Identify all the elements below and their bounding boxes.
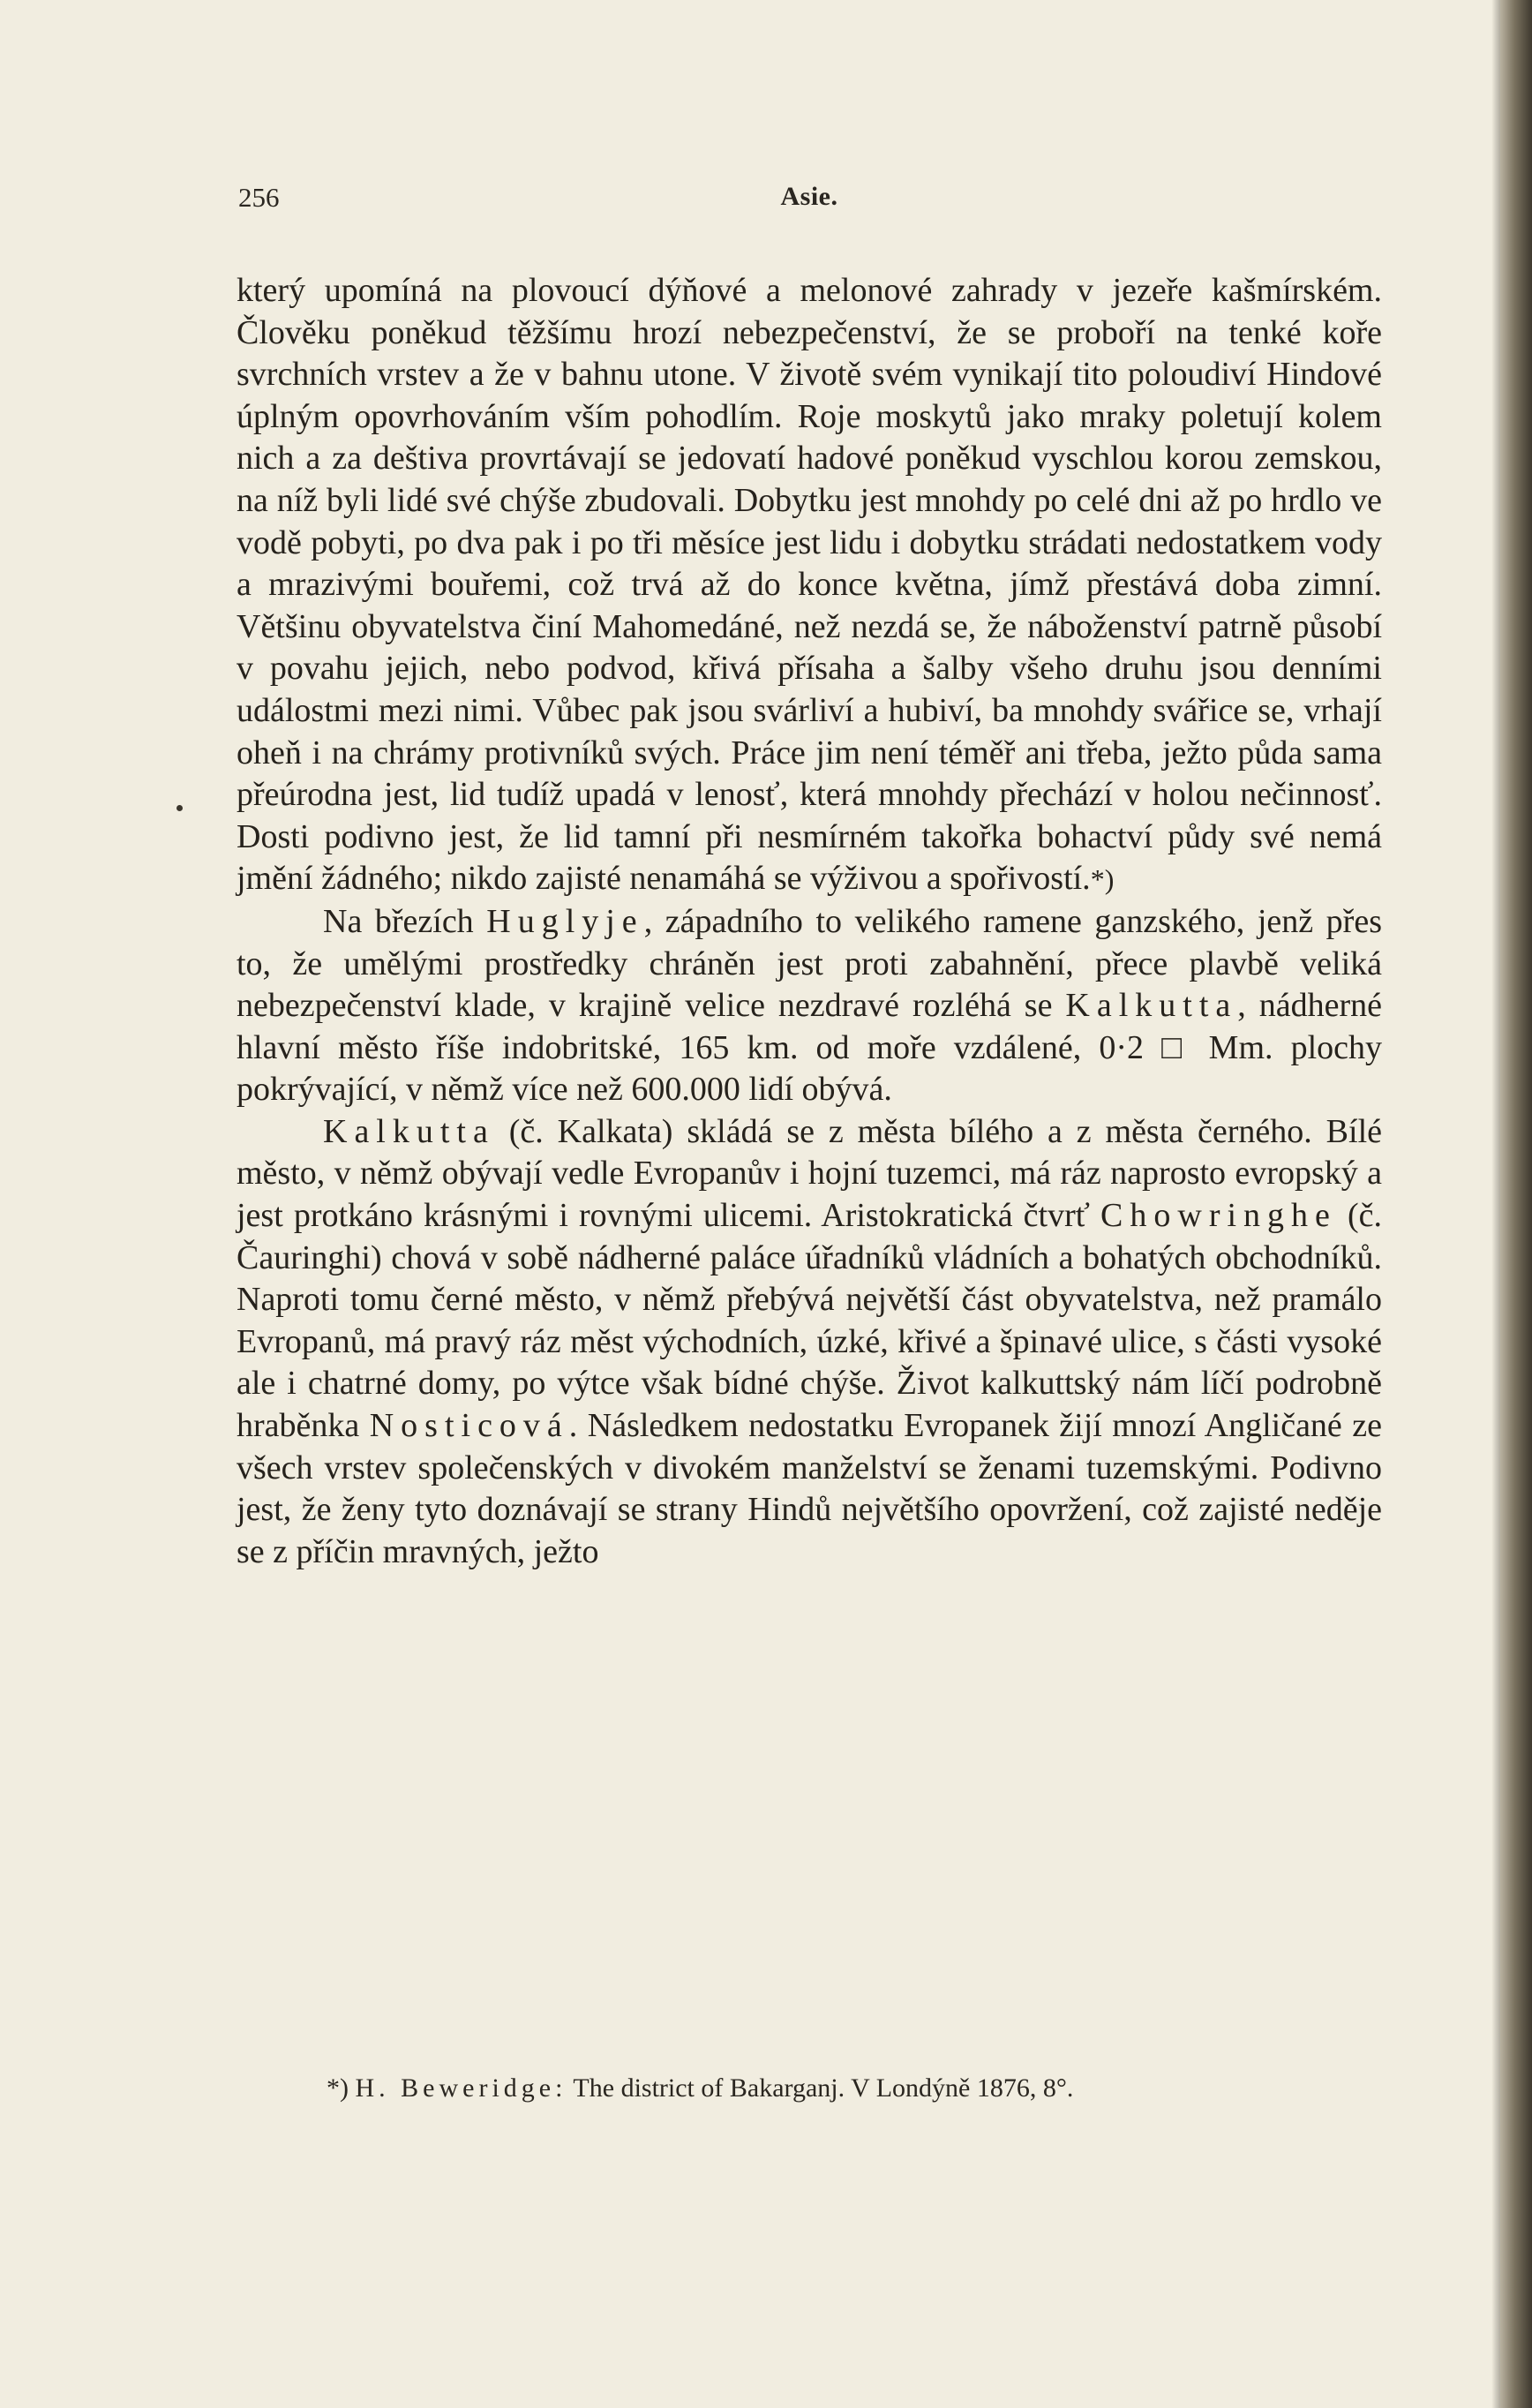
page-number: 256: [238, 182, 280, 213]
margin-mark: [176, 805, 183, 811]
binding-shadow: [1491, 0, 1500, 2408]
paragraph-text: (č. Čauringhi) chová v sobě nádherné paláce úřadníků vládních a bohatých obchodníků. Naproti tomu černé město, v němž přebývá největší část obyvatelstva, než pramálo Evropanů, má pravý ráz měst východních, úzké, křivé a špinavé ulice, s části vysoké ale i chatrné domy, po výtce však bídné chýše. Život kalkuttský nám líčí podrobně hraběnka: [237, 1197, 1382, 1445]
book-binding: [1500, 0, 1532, 2408]
spaced-name: Kalkutta: [1065, 987, 1238, 1025]
paragraph-text: (č. Kalkata) skládá se z města bílého a z města černého. Bílé město, v němž obývají vedle Evropanův i hojní tuzemci, má ráz naprosto evropský a jest protkáno krásnými i rovnými ulicemi. Aristokratická čtvrť: [237, 1112, 1382, 1235]
paragraph: [237, 901, 1382, 1111]
paragraph-text: , nádherné hlavní město říše indobritské, 165 km. od moře vzdálené, 0·2 □ Mm. plochy pokrývající, v němž více než 600.000 lidí obývá.: [237, 987, 1382, 1109]
paragraph-text: který upomíná na plovoucí dýňové a melonové zahrady v jezeře kašmírském. Člověku poněkud těžšímu hrozí nebezpečenství, že se proboří na tenké kořе svrchních vrstev a že v bahnu utone. V životě svém vynikají tito poloudiví Hindové úplným opovrhováním vším pohodlím. Roje moskytů jako mraky poletují kolem nich a za deštiva provrtávají se jedovatí hadové poněkud vyschlou korou zemskou, na níž byli lidé své chýše zbudovali. Dobytku jest mnohdy po celé dni až po hrdlo ve vodě pobyti, po dva pak i po tři měsíce jest lidu i dobytku strádati nedostatkem vody a mrazivými bouřemi, což trvá až do konce května, jímž přestává doba zimní. Většinu obyvatelstva činí Mahomedáné, než nezdá se, že náboženství patrně působí v povahu jejich, nebo podvod, křivá přísaha a šalby všeho druhu jsou denními událostmi mezi nimi. Vůbec pak jsou svárliví a hubiví, ba mnohdy svářice se, vrhají oheň i na chrámy protivníků svých. Práce jim není téměř ani třeba, ježto půda sama přeúrodna jest, lid tudíž upadá v lenosť, která mnohdy přechází v holou nečinnosť. Dosti podivno jest, že lid tamní při nesmírném takořka bohactví půdy své nemá jmění žádného; nikdo zajisté nenamáhá se výživou a spořivostí.: [237, 272, 1382, 898]
paragraph-text: . Následkem nedostatku Evropanek žijí mnozí Angličané ze všech vrstev společenských v divokém manželství se ženami tuzemskými. Podivno jest, že ženy tyto doznávají se strany Hindů největšího opovržení, což zajisté neděje se z příčin mravných, ježto: [237, 1407, 1382, 1570]
spaced-name: Huglyje: [486, 902, 644, 940]
spaced-name: Nosticová: [369, 1407, 569, 1445]
paragraph: [237, 1111, 1382, 1574]
paragraph-text: Na březích: [323, 902, 487, 940]
page-title: Asie.: [780, 182, 838, 211]
footnote: [327, 2071, 1333, 2106]
footnote-reference: *): [1090, 863, 1115, 896]
paragraph-text: , západního to velikého ramene ganzského, jenž přes to, že umělými prostředky chráněn jest proti zabahnění, přece plavbě veliká nebezpečenství klade, v krajině velice nezdravé rozléhá se: [237, 902, 1382, 1025]
body-text: [237, 270, 1382, 1573]
spaced-name: Chowringhe: [1100, 1197, 1337, 1235]
footnote-author: H. Beweridge:: [355, 2073, 567, 2103]
footnote-text: The district of Bakarganj. V Londýně 1876, 8°.: [573, 2073, 1074, 2103]
footnote-marker: *): [327, 2073, 349, 2103]
running-head: [238, 182, 1380, 222]
spaced-name: Kalkutta: [323, 1112, 495, 1150]
paragraph: [237, 270, 1382, 901]
